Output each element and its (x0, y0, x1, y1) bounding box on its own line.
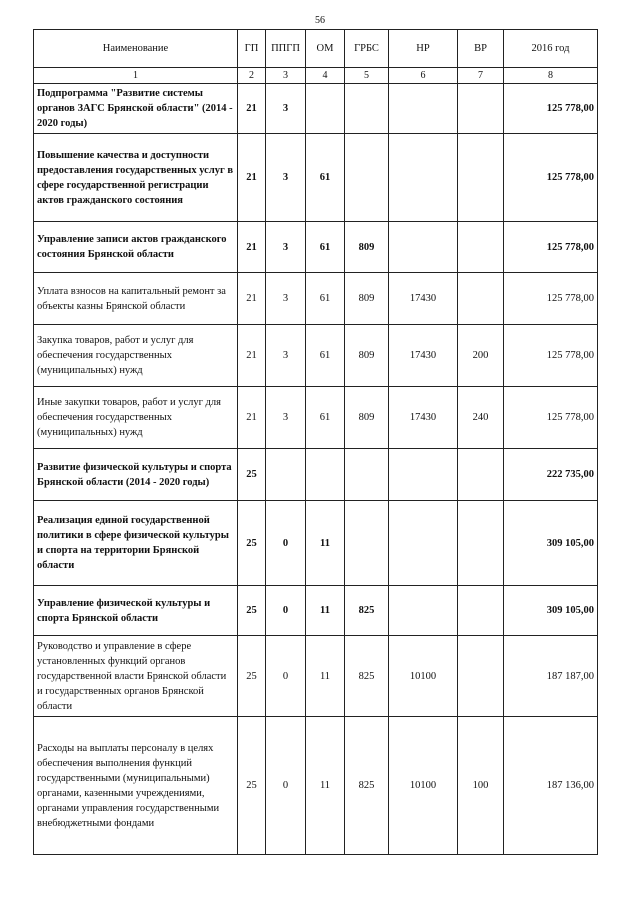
row-gp: 21 (238, 273, 266, 325)
row-om: 61 (306, 134, 345, 222)
row-name: Управление физической культуры и спорта Брянской области (34, 586, 238, 636)
row-om: 61 (306, 387, 345, 449)
row-ppgp: 0 (266, 501, 306, 586)
row-nr: 10100 (389, 717, 458, 855)
row-name: Расходы на выплаты персоналу в целях обеспечения выполнения функций государственными (муниципальными) органами, казенными учреждениями, органами управления государственными внебюджетными фондами (34, 717, 238, 855)
row-gp: 25 (238, 636, 266, 717)
row-gp: 21 (238, 387, 266, 449)
header-vr: ВР (458, 30, 504, 68)
row-ppgp: 3 (266, 134, 306, 222)
table-row (34, 501, 598, 586)
row-nr (389, 586, 458, 636)
row-vr (458, 636, 504, 717)
row-amount: 187 187,00 (504, 636, 598, 717)
row-ppgp: 3 (266, 387, 306, 449)
row-amount: 309 105,00 (504, 501, 598, 586)
header-row (34, 30, 598, 68)
row-name: Руководство и управление в сфере установленных функций органов государственной власти Брянской области и государственных органов Брянской области (34, 636, 238, 717)
row-om: 61 (306, 273, 345, 325)
row-om: 61 (306, 222, 345, 273)
table-row (34, 449, 598, 501)
header-nr: НР (389, 30, 458, 68)
row-nr (389, 222, 458, 273)
row-nr: 17430 (389, 273, 458, 325)
row-nr: 10100 (389, 636, 458, 717)
row-om: 11 (306, 717, 345, 855)
row-vr (458, 501, 504, 586)
table-row (34, 586, 598, 636)
row-grbs (345, 134, 389, 222)
table-row (34, 134, 598, 222)
row-amount: 222 735,00 (504, 449, 598, 501)
row-ppgp: 0 (266, 586, 306, 636)
row-nr (389, 134, 458, 222)
row-grbs: 825 (345, 717, 389, 855)
row-vr (458, 449, 504, 501)
row-ppgp: 3 (266, 222, 306, 273)
header-gp: ГП (238, 30, 266, 68)
column-number: 3 (266, 68, 306, 84)
row-name: Закупка товаров, работ и услуг для обеспечения государственных (муниципальных) нужд (34, 325, 238, 387)
row-vr: 200 (458, 325, 504, 387)
row-om: 11 (306, 501, 345, 586)
budget-table (33, 29, 598, 855)
row-ppgp: 0 (266, 717, 306, 855)
row-grbs: 809 (345, 273, 389, 325)
row-vr (458, 84, 504, 134)
row-grbs: 809 (345, 325, 389, 387)
row-om (306, 449, 345, 501)
table-row (34, 325, 598, 387)
column-number: 8 (504, 68, 598, 84)
row-name: Повышение качества и доступности предоставления государственных услуг в сфере государственной регистрации актов гражданского состояния (34, 134, 238, 222)
column-number: 5 (345, 68, 389, 84)
row-name: Подпрограмма "Развитие системы органов ЗАГС Брянской области" (2014 - 2020 годы) (34, 84, 238, 134)
table-row (34, 717, 598, 855)
row-gp: 21 (238, 222, 266, 273)
row-grbs (345, 501, 389, 586)
header-year: 2016 год (504, 30, 598, 68)
row-name: Реализация единой государственной политики в сфере физической культуры и спорта на территории Брянской области (34, 501, 238, 586)
column-number-row (34, 68, 598, 84)
table-row (34, 387, 598, 449)
row-grbs: 809 (345, 387, 389, 449)
row-ppgp: 3 (266, 84, 306, 134)
row-vr: 100 (458, 717, 504, 855)
row-gp: 25 (238, 586, 266, 636)
row-gp: 25 (238, 449, 266, 501)
row-vr (458, 586, 504, 636)
row-vr (458, 222, 504, 273)
row-nr (389, 501, 458, 586)
row-amount: 125 778,00 (504, 273, 598, 325)
row-ppgp: 0 (266, 636, 306, 717)
row-vr (458, 134, 504, 222)
header-name: Наименование (34, 30, 238, 68)
table-row (34, 636, 598, 717)
row-vr (458, 273, 504, 325)
row-gp: 21 (238, 134, 266, 222)
row-nr: 17430 (389, 325, 458, 387)
row-name: Управление записи актов гражданского состояния Брянской области (34, 222, 238, 273)
row-amount: 309 105,00 (504, 586, 598, 636)
row-gp: 21 (238, 325, 266, 387)
row-grbs (345, 84, 389, 134)
row-name: Развитие физической культуры и спорта Брянской области (2014 - 2020 годы) (34, 449, 238, 501)
row-nr: 17430 (389, 387, 458, 449)
table-row (34, 222, 598, 273)
row-om: 61 (306, 325, 345, 387)
row-amount: 125 778,00 (504, 134, 598, 222)
row-amount: 187 136,00 (504, 717, 598, 855)
row-name: Уплата взносов на капитальный ремонт за объекты казны Брянской области (34, 273, 238, 325)
row-amount: 125 778,00 (504, 325, 598, 387)
row-om: 11 (306, 586, 345, 636)
row-om (306, 84, 345, 134)
row-gp: 25 (238, 717, 266, 855)
column-number: 2 (238, 68, 266, 84)
header-ppgp: ППГП (266, 30, 306, 68)
row-name: Иные закупки товаров, работ и услуг для обеспечения государственных (муниципальных) нужд (34, 387, 238, 449)
row-grbs (345, 449, 389, 501)
column-number: 6 (389, 68, 458, 84)
page-number: 56 (315, 15, 325, 26)
row-gp: 21 (238, 84, 266, 134)
table-row (34, 84, 598, 134)
row-nr (389, 449, 458, 501)
row-amount: 125 778,00 (504, 387, 598, 449)
header-om: ОМ (306, 30, 345, 68)
column-number: 1 (34, 68, 238, 84)
row-grbs: 809 (345, 222, 389, 273)
column-number: 4 (306, 68, 345, 84)
row-ppgp: 3 (266, 325, 306, 387)
row-grbs: 825 (345, 636, 389, 717)
table-row (34, 273, 598, 325)
header-grbs: ГРБС (345, 30, 389, 68)
row-amount: 125 778,00 (504, 84, 598, 134)
row-ppgp (266, 449, 306, 501)
row-amount: 125 778,00 (504, 222, 598, 273)
row-gp: 25 (238, 501, 266, 586)
row-ppgp: 3 (266, 273, 306, 325)
row-om: 11 (306, 636, 345, 717)
row-grbs: 825 (345, 586, 389, 636)
column-number: 7 (458, 68, 504, 84)
row-nr (389, 84, 458, 134)
row-vr: 240 (458, 387, 504, 449)
